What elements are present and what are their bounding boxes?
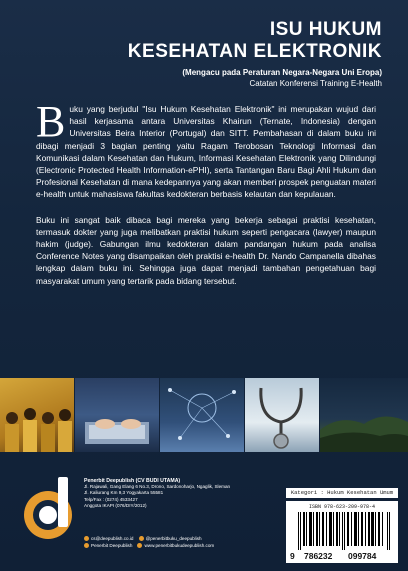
photo-laptop-typing — [75, 378, 159, 452]
publisher-phone: Telp/Fax : (0274) 4533427 — [84, 496, 138, 502]
photo-audience — [0, 378, 74, 452]
book-subtitle — [182, 67, 382, 89]
publisher-name: Penerbit Deepublish (CV BUDI UTAMA) — [84, 478, 181, 484]
instagram-icon — [139, 536, 144, 541]
barcode-bars — [298, 512, 390, 550]
publisher-block — [0, 471, 280, 571]
publisher-facebook: Penerbit Deepublish — [91, 543, 133, 548]
publisher-address-2: Jl. Kaliurang Km 9,3 Yogyakarta 55581 — [84, 490, 164, 496]
email-icon — [84, 536, 89, 541]
publisher-email: cs@deepublish.co.id — [91, 536, 134, 541]
publisher-membership: Anggota IKAPI (076/DIY/2012) — [84, 502, 147, 508]
facebook-icon — [84, 543, 89, 548]
isbn-text: ISBN 978-623-209-978-4 — [308, 504, 375, 510]
subtitle-line-2: Catatan Konferensi Training E-Health — [249, 79, 382, 88]
synopsis — [36, 97, 376, 300]
barcode-group-1: 786232 — [304, 551, 333, 561]
publisher-instagram: @penerbitbuku_deepublish — [145, 536, 202, 541]
title-line-2: KESEHATAN ELEKTRONIK — [127, 41, 382, 62]
title-line-1: ISU HUKUM — [269, 19, 382, 40]
photo-digital-network — [160, 378, 244, 452]
barcode-digit-first: 9 — [290, 551, 295, 561]
synopsis-paragraph-1-text: uku yang berjudul "Isu Hukum Kesehatan Elektronik" ini merupakan wujud dari hasil kerjasama antara Universitas Khairun (Ternate, Indonesia) dengan Universitas Beira Interior (Portugal) dan SITT. Pembahasan di dalam buku ini dibagi menjadi 3 bagian penting yaitu Ragam Terobosan Teknologi Informasi dan Komunikasi dalam Kesehatan dan Hukum, Informasi Kesehatan Elektronik yang Dilindungi (Electronic Protected Health Information-ePHI), serta Tantangan Baru Bagi Ahli Hukum dan Profesional Kesehatan di mana kedepannya yang akan memberi prospek penguatan materi e-health untuk mahasiswa fakultas kedokteran berbasis kelautan dan kepulauan. — [36, 104, 376, 200]
deepublish-logo — [20, 475, 78, 546]
synopsis-paragraph-1 — [36, 97, 376, 201]
publisher-info — [84, 478, 230, 509]
publisher-website: www.penerbitbukudeepublish.com — [144, 543, 215, 548]
drop-cap: B — [36, 97, 66, 146]
book-title — [128, 19, 382, 63]
category-label: Kategori : Hukum Kesehatan Umum — [286, 488, 398, 498]
publisher-address-1: Jl. Rajawali, Gang Elang 6 No.3, Drono, Sardonoharjo, Ngaglik, Sleman — [84, 484, 231, 490]
globe-icon — [137, 543, 142, 548]
synopsis-paragraph-2: Buku ini sangat baik dibaca bagi mereka yang bekerja sebagai praktisi kesehatan, termasuk dokter yang juga melibatkan praktisi hukum seperti pengacara (lawyer) maupun hakim (judge). Gabungan ilmu kedokteran dalam pandangan hukum pada analisa Conference Notes yang disampaikan oleh praktisi e-health Dr. Nando Campanella dibahas lengkap dalam buku ini. Sehingga juga dapat menjadi tambahan pengetahuan bagi masyarakat umum yang tertarik pada bidang tersebut. — [36, 214, 376, 286]
photo-stethoscope — [245, 378, 319, 452]
barcode — [286, 501, 398, 563]
barcode-group-2: 099784 — [348, 551, 377, 561]
publisher-contacts — [84, 535, 214, 549]
photo-strip — [0, 378, 408, 452]
photo-islands — [320, 378, 408, 452]
subtitle-line-1: (Mengacu pada Peraturan Negara-Negara Uni Eropa) — [182, 68, 382, 77]
